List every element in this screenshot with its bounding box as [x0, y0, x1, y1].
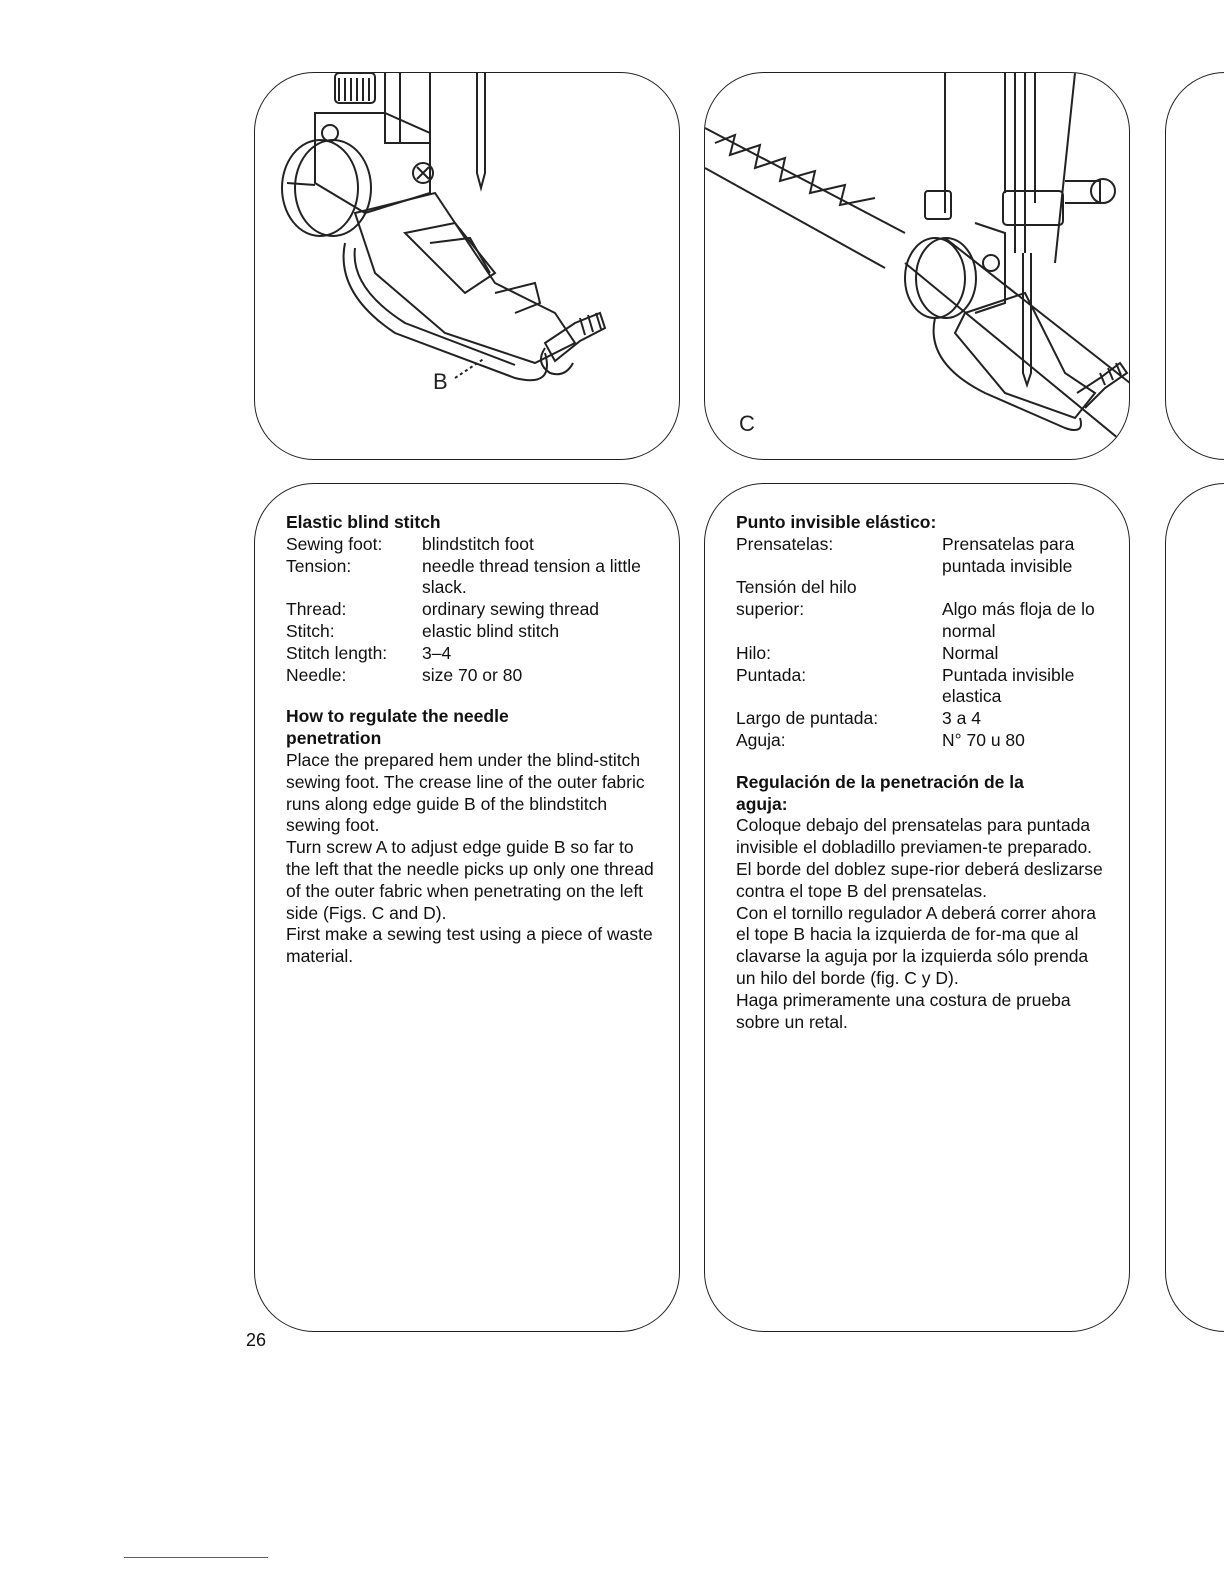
spec-value: size 70 or 80: [422, 664, 523, 685]
spec-label: Needle:: [286, 664, 347, 685]
spec-row: [286, 621, 658, 643]
figure-c-panel: [704, 72, 1130, 460]
spec-row: [736, 534, 1108, 578]
presser-foot-illustration: [255, 73, 680, 460]
footer-rule: [124, 1557, 268, 1558]
subsection-title: Regulación de la penetración de la aguja:: [736, 771, 1024, 814]
english-column: [286, 512, 658, 968]
spec-value: Prensatelas para puntada invisible: [942, 533, 1075, 576]
page-number: 26: [246, 1330, 267, 1350]
spec-row: [736, 643, 1108, 665]
spec-value: ordinary sewing thread: [422, 599, 600, 620]
spec-row: [736, 577, 1108, 642]
spec-label: Largo de puntada:: [736, 708, 879, 729]
figure-b-panel: [254, 72, 680, 460]
spec-table: [736, 534, 1108, 752]
section-title: Punto invisible elástico:: [736, 512, 937, 532]
body-paragraph: Haga primeramente una costura de prueba sobre un retal.: [736, 989, 1071, 1032]
adjacent-page-panel-edge: [1165, 72, 1224, 460]
section-title: Elastic blind stitch: [286, 512, 441, 532]
spec-label: Aguja:: [736, 729, 786, 750]
spec-value: 3–4: [422, 642, 452, 663]
figure-c-label: C: [739, 411, 755, 436]
spec-table: [286, 534, 658, 687]
blind-stitch-sewing-illustration: [705, 73, 1130, 460]
spec-row: [286, 599, 658, 621]
spec-row: [286, 643, 658, 665]
spec-label: Tension:: [286, 555, 352, 576]
body-paragraph: Turn screw A to adjust edge guide B so far to the left that the needle picks up only one thread of the outer fabric when penetrating on the left side (Figs. C and D).: [286, 837, 654, 923]
spec-value: blindstitch foot: [422, 533, 534, 554]
spec-row: [736, 708, 1108, 730]
spec-value: needle thread tension a little slack.: [422, 555, 641, 598]
spec-label: Thread:: [286, 599, 347, 620]
spec-value: Algo más floja de lo normal: [942, 599, 1095, 641]
spec-label: Prensatelas:: [736, 533, 834, 554]
spec-value: elastic blind stitch: [422, 620, 560, 641]
spec-row: [286, 556, 658, 600]
spec-label: Stitch length:: [286, 642, 388, 663]
body-paragraph: Place the prepared hem under the blind-stitch sewing foot. The crease line of the outer fabric runs along edge guide B of the blindstitch sewing foot.: [286, 749, 645, 836]
spec-value: Puntada invisible elastica: [942, 664, 1075, 707]
spec-row: [286, 534, 658, 556]
body-paragraph: Coloque debajo del prensatelas para puntada invisible el dobladillo previamen-te preparado. El borde del doblez supe-rior deberá deslizarse contra el tope B del prensatelas.: [736, 815, 1103, 901]
spec-label: Sewing foot:: [286, 533, 383, 554]
spec-value: N° 70 u 80: [942, 729, 1025, 750]
spec-value: Normal: [942, 642, 999, 663]
adjacent-page-panel-edge: [1165, 483, 1224, 1332]
figure-b-label: B: [433, 369, 448, 394]
subsection-title: How to regulate the needle penetration: [286, 706, 509, 749]
spanish-column: [736, 512, 1108, 1033]
body-paragraph: First make a sewing test using a piece of waste material.: [286, 924, 653, 967]
spec-label: Puntada:: [736, 664, 807, 685]
spec-label: Stitch:: [286, 620, 335, 641]
spec-value: 3 a 4: [942, 708, 981, 729]
body-paragraph: Con el tornillo regulador A deberá correr ahora el tope B hacia la izquierda de for-ma que al clavarse la aguja por la izquierda sólo prenda un hilo del borde (fig. C y D).: [736, 902, 1096, 988]
spec-row: [736, 665, 1108, 709]
spec-row: [286, 665, 658, 687]
spec-label: Hilo:: [736, 642, 772, 663]
spec-row: [736, 730, 1108, 752]
spec-label: Tensión del hilo superior:: [736, 577, 857, 620]
